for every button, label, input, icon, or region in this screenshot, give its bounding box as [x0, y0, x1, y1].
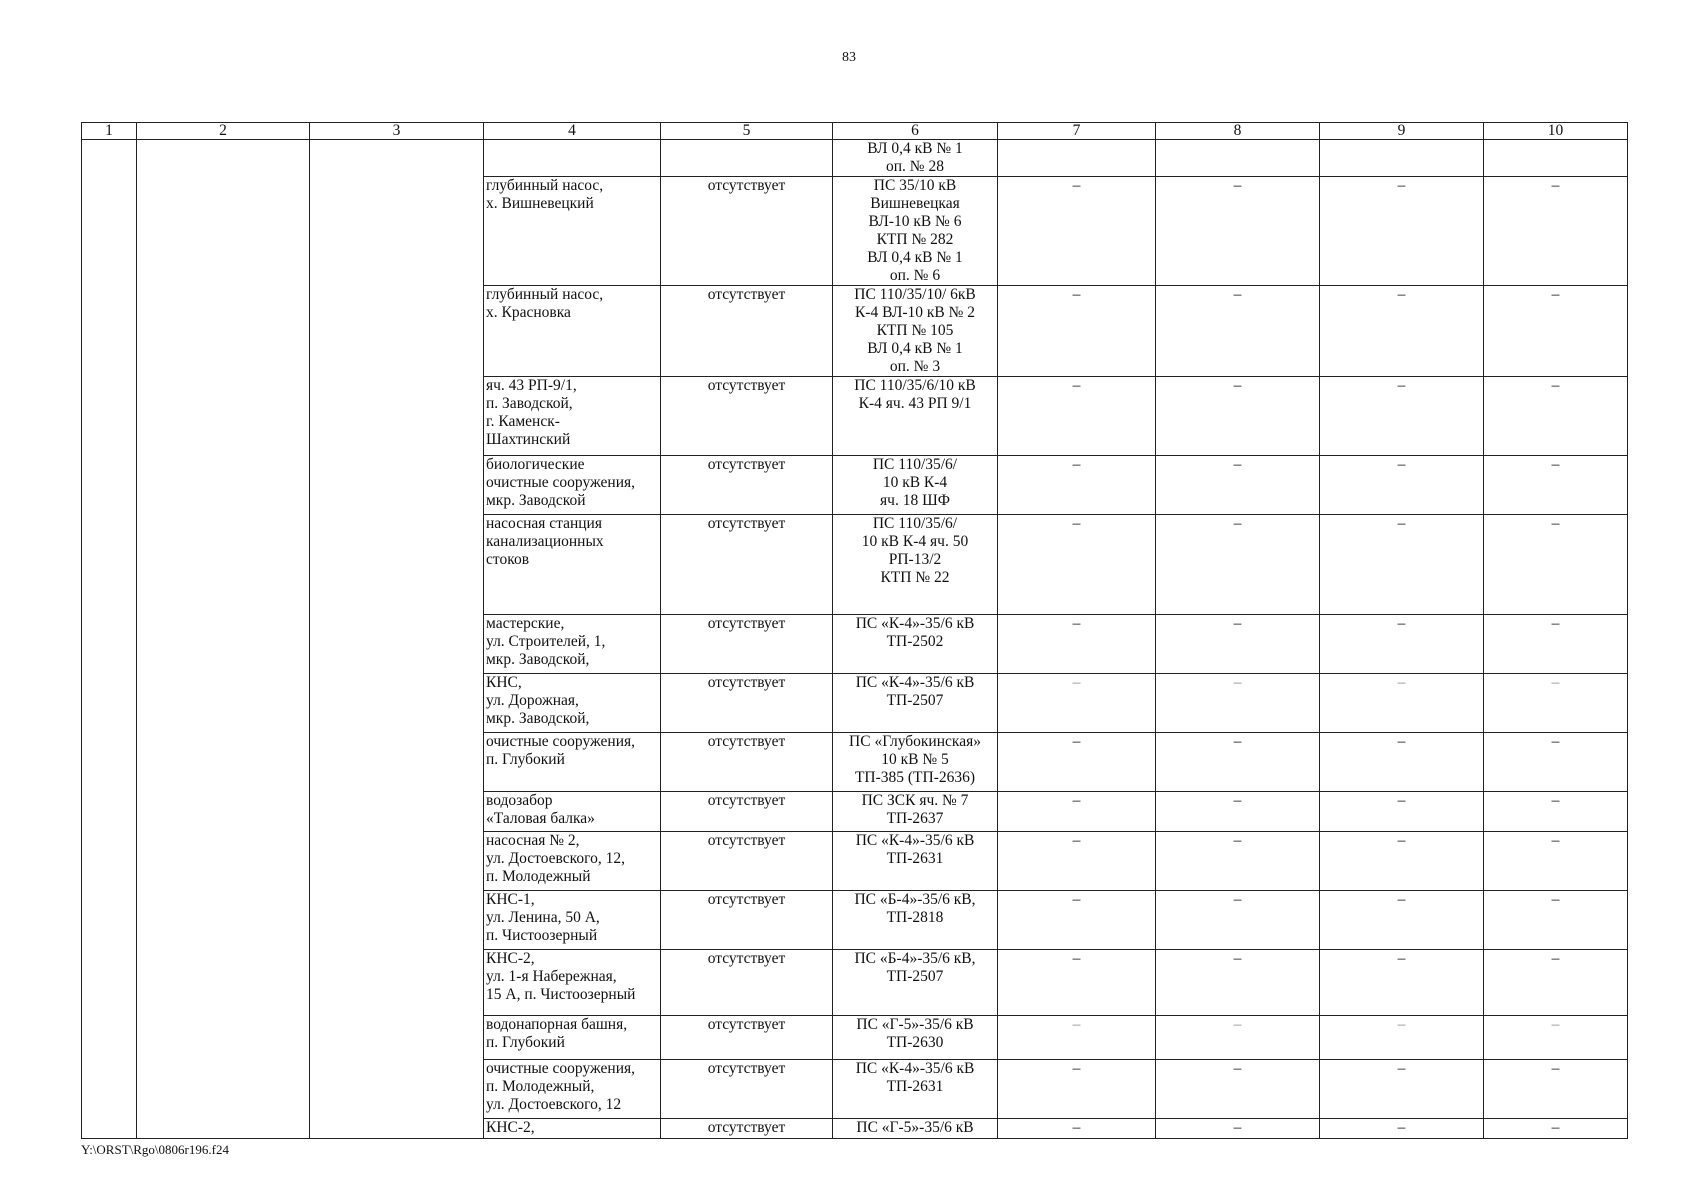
cell-text: биологические очистные сооружения, мкр. Заводской — [486, 456, 636, 509]
object-name-cell — [484, 177, 661, 286]
cell-text: отсутствует — [707, 286, 786, 303]
cell-text: ПС 110/35/6/10 кВ К-4 яч. 43 РП 9/1 — [854, 377, 976, 412]
power-source-cell — [833, 456, 998, 515]
cell-text: ПС «Б-4»-35/6 кВ, ТП-2507 — [854, 950, 976, 985]
cell-text: – — [1551, 792, 1560, 809]
cell-text: ПС 110/35/6/ 10 кВ К-4 яч. 18 ШФ — [872, 456, 958, 509]
dash-cell — [1484, 1119, 1628, 1139]
object-name-cell — [484, 286, 661, 377]
col-header-5: 5 — [661, 123, 833, 140]
dash-cell — [998, 792, 1156, 832]
status-cell — [661, 286, 833, 377]
cell-text: отсутствует — [707, 515, 786, 532]
status-cell — [661, 377, 833, 456]
cell-text: – — [1397, 456, 1406, 473]
merged-col-3-cell — [310, 140, 484, 1139]
cell-text: отсутствует — [707, 674, 786, 691]
cell-text: глубинный насос, х. Красновка — [486, 286, 604, 321]
dash-cell — [998, 891, 1156, 950]
cell-text: – — [1072, 792, 1081, 809]
cell-text: – — [1072, 674, 1081, 691]
object-name-cell — [484, 456, 661, 515]
cell-text: – — [1551, 832, 1560, 849]
cell-text: отсутствует — [707, 177, 786, 194]
cell-text: – — [1233, 832, 1242, 849]
dash-cell — [1320, 615, 1484, 674]
cell-text: – — [1551, 286, 1560, 303]
dash-cell — [998, 1119, 1156, 1139]
dash-cell — [998, 140, 1156, 177]
cell-text: – — [1072, 615, 1081, 632]
cell-text: насосная № 2, ул. Достоевского, 12, п. Молодежный — [486, 832, 625, 885]
cell-text: отсутствует — [707, 456, 786, 473]
object-name-cell — [484, 1016, 661, 1060]
cell-text: КНС-2, ул. 1-я Набережная, 15 А, п. Чистоозерный — [486, 950, 636, 1003]
file-path-footer: Y:\ORST\Rgo\0806r196.f24 — [81, 1142, 229, 1157]
power-source-cell — [833, 674, 998, 733]
cell-text: – — [1397, 286, 1406, 303]
merged-col-1-cell — [82, 140, 137, 1139]
cell-text: – — [1233, 674, 1242, 691]
cell-text: – — [1072, 733, 1081, 750]
dash-cell — [998, 733, 1156, 792]
cell-text: – — [1233, 377, 1242, 394]
cell-text: – — [1072, 177, 1081, 194]
power-source-cell — [833, 177, 998, 286]
cell-text: – — [1072, 1060, 1081, 1077]
cell-text: отсутствует — [707, 832, 786, 849]
object-name-cell — [484, 674, 661, 733]
cell-text: – — [1397, 1119, 1406, 1136]
cell-text: отсутствует — [707, 377, 786, 394]
cell-text: – — [1397, 515, 1406, 532]
cell-text: – — [1397, 733, 1406, 750]
cell-text: очистные сооружения, п. Молодежный, ул. Достоевского, 12 — [486, 1060, 636, 1113]
cell-text: – — [1551, 733, 1560, 750]
dash-cell — [1156, 891, 1320, 950]
cell-text: – — [1072, 1119, 1081, 1136]
cell-text: отсутствует — [707, 792, 786, 809]
status-cell — [661, 1016, 833, 1060]
object-name-cell — [484, 515, 661, 615]
dash-cell — [1484, 286, 1628, 377]
dash-cell — [1156, 1016, 1320, 1060]
cell-text: ПС 110/35/10/ 6кВ К-4 ВЛ-10 кВ № 2 КТП № 105 ВЛ 0,4 кВ № 1 оп. № 3 — [854, 286, 976, 375]
col-header-1: 1 — [82, 123, 137, 140]
cell-text: ПС «Б-4»-35/6 кВ, ТП-2818 — [854, 891, 976, 926]
object-name-cell — [484, 832, 661, 891]
cell-text: – — [1397, 674, 1406, 691]
cell-text: – — [1233, 515, 1242, 532]
cell-text: ПС ЗСК яч. № 7 ТП-2637 — [861, 792, 969, 827]
status-cell — [661, 140, 833, 177]
cell-text: – — [1233, 1060, 1242, 1077]
dash-cell — [1156, 1119, 1320, 1139]
dash-cell — [1320, 674, 1484, 733]
col-header-4: 4 — [484, 123, 661, 140]
dash-cell — [998, 456, 1156, 515]
dash-cell — [1484, 832, 1628, 891]
dash-cell — [1484, 140, 1628, 177]
power-source-cell — [833, 140, 998, 177]
cell-text: ПС «Г-5»-35/6 кВ — [856, 1119, 974, 1136]
power-source-cell — [833, 615, 998, 674]
status-cell — [661, 950, 833, 1016]
cell-text: ПС 35/10 кВ Вишневецкая ВЛ-10 кВ № 6 КТП № 282 ВЛ 0,4 кВ № 1 оп. № 6 — [867, 177, 963, 284]
dash-cell — [1156, 286, 1320, 377]
dash-cell — [1320, 1016, 1484, 1060]
cell-text: – — [1072, 515, 1081, 532]
dash-cell — [1484, 177, 1628, 286]
cell-text: – — [1397, 950, 1406, 967]
dash-cell — [1484, 456, 1628, 515]
dash-cell — [1156, 1060, 1320, 1119]
dash-cell — [1320, 377, 1484, 456]
dash-cell — [998, 615, 1156, 674]
status-cell — [661, 891, 833, 950]
status-cell — [661, 1060, 833, 1119]
status-cell — [661, 792, 833, 832]
object-name-cell — [484, 792, 661, 832]
dash-cell — [1156, 615, 1320, 674]
cell-text: отсутствует — [707, 1119, 786, 1136]
power-source-cell — [833, 1016, 998, 1060]
col-header-9: 9 — [1320, 123, 1484, 140]
cell-text: – — [1397, 1060, 1406, 1077]
power-source-cell — [833, 950, 998, 1016]
cell-text: – — [1397, 615, 1406, 632]
power-source-cell — [833, 286, 998, 377]
cell-text: – — [1233, 615, 1242, 632]
cell-text: – — [1072, 832, 1081, 849]
dash-cell — [1320, 950, 1484, 1016]
dash-cell — [1320, 733, 1484, 792]
cell-text: – — [1233, 733, 1242, 750]
cell-text: – — [1233, 950, 1242, 967]
cell-text: насосная станция канализационных стоков — [486, 515, 604, 568]
cell-text: водонапорная башня, п. Глубокий — [486, 1016, 628, 1051]
col-header-10: 10 — [1484, 123, 1628, 140]
cell-text: – — [1397, 1016, 1406, 1033]
cell-text: ВЛ 0,4 кВ № 1 оп. № 28 — [867, 140, 963, 175]
object-name-cell — [484, 615, 661, 674]
cell-text: отсутствует — [707, 1016, 786, 1033]
cell-text: – — [1397, 891, 1406, 908]
cell-text: отсутствует — [707, 615, 786, 632]
dash-cell — [1484, 1060, 1628, 1119]
cell-text: – — [1551, 1016, 1560, 1033]
dash-cell — [1320, 891, 1484, 950]
cell-text: ПС «Глубокинская» 10 кВ № 5 ТП-385 (ТП-2636) — [849, 733, 981, 786]
dash-cell — [1156, 674, 1320, 733]
dash-cell — [1320, 177, 1484, 286]
cell-text: КНС-2, — [486, 1119, 535, 1136]
dash-cell — [998, 1016, 1156, 1060]
dash-cell — [998, 674, 1156, 733]
object-name-cell — [484, 1060, 661, 1119]
object-name-cell — [484, 891, 661, 950]
cell-text: мастерские, ул. Строителей, 1, мкр. Заводской, — [486, 615, 606, 668]
cell-text: – — [1233, 177, 1242, 194]
page-number: 83 — [842, 50, 856, 65]
cell-text: – — [1233, 891, 1242, 908]
object-name-cell — [484, 140, 661, 177]
dash-cell — [1156, 456, 1320, 515]
cell-text: – — [1233, 792, 1242, 809]
cell-text: КНС-1, ул. Ленина, 50 А, п. Чистоозерный — [486, 891, 600, 944]
dash-cell — [1156, 140, 1320, 177]
dash-cell — [1320, 515, 1484, 615]
dash-cell — [998, 286, 1156, 377]
header-row — [82, 123, 1628, 140]
cell-text: – — [1551, 950, 1560, 967]
cell-text: отсутствует — [707, 1060, 786, 1077]
dash-cell — [998, 950, 1156, 1016]
cell-text: – — [1397, 177, 1406, 194]
dash-cell — [1484, 950, 1628, 1016]
cell-text: – — [1072, 286, 1081, 303]
dash-cell — [1156, 733, 1320, 792]
dash-cell — [1320, 832, 1484, 891]
cell-text: – — [1072, 950, 1081, 967]
table-row — [82, 140, 1628, 177]
status-cell — [661, 177, 833, 286]
dash-cell — [998, 832, 1156, 891]
cell-text: ПС «К-4»-35/6 кВ ТП-2507 — [855, 674, 975, 709]
cell-text: – — [1551, 1119, 1560, 1136]
cell-text: – — [1233, 286, 1242, 303]
power-source-cell — [833, 891, 998, 950]
cell-text: – — [1072, 1016, 1081, 1033]
cell-text: – — [1397, 832, 1406, 849]
status-cell — [661, 615, 833, 674]
power-source-cell — [833, 792, 998, 832]
cell-text: – — [1551, 891, 1560, 908]
merged-col-2-cell — [137, 140, 310, 1139]
status-cell — [661, 832, 833, 891]
power-source-cell — [833, 377, 998, 456]
dash-cell — [1156, 832, 1320, 891]
cell-text: КНС, ул. Дорожная, мкр. Заводской, — [486, 674, 590, 727]
cell-text: яч. 43 РП-9/1, п. Заводской, г. Каменск- Шахтинский — [486, 377, 577, 448]
cell-text: – — [1072, 377, 1081, 394]
cell-text: – — [1397, 377, 1406, 394]
dash-cell — [1320, 1060, 1484, 1119]
dash-cell — [1156, 515, 1320, 615]
cell-text: – — [1551, 377, 1560, 394]
cell-text: – — [1551, 177, 1560, 194]
cell-text: – — [1551, 674, 1560, 691]
cell-text: ПС 110/35/6/ 10 кВ К-4 яч. 50 РП-13/2 КТП № 22 — [861, 515, 969, 586]
col-header-6: 6 — [833, 123, 998, 140]
dash-cell — [998, 177, 1156, 286]
cell-text: ПС «К-4»-35/6 кВ ТП-2631 — [855, 832, 975, 867]
power-source-cell — [833, 515, 998, 615]
dash-cell — [1156, 950, 1320, 1016]
cell-text: отсутствует — [707, 733, 786, 750]
cell-text: – — [1072, 456, 1081, 473]
dash-cell — [1156, 177, 1320, 286]
status-cell — [661, 674, 833, 733]
col-header-7: 7 — [998, 123, 1156, 140]
dash-cell — [1320, 1119, 1484, 1139]
cell-text: ПС «К-4»-35/6 кВ ТП-2502 — [855, 615, 975, 650]
object-name-cell — [484, 1119, 661, 1139]
dash-cell — [1320, 286, 1484, 377]
power-source-cell — [833, 1119, 998, 1139]
cell-text: – — [1551, 456, 1560, 473]
dash-cell — [1484, 515, 1628, 615]
status-cell — [661, 1119, 833, 1139]
cell-text: – — [1551, 515, 1560, 532]
power-source-cell — [833, 733, 998, 792]
dash-cell — [1156, 377, 1320, 456]
object-name-cell — [484, 950, 661, 1016]
dash-cell — [998, 515, 1156, 615]
status-cell — [661, 515, 833, 615]
dash-cell — [1484, 674, 1628, 733]
dash-cell — [1484, 1016, 1628, 1060]
col-header-3: 3 — [310, 123, 484, 140]
dash-cell — [1484, 733, 1628, 792]
dash-cell — [1484, 792, 1628, 832]
dash-cell — [1484, 377, 1628, 456]
dash-cell — [998, 1060, 1156, 1119]
dash-cell — [1320, 792, 1484, 832]
cell-text: отсутствует — [707, 950, 786, 967]
cell-text: глубинный насос, х. Вишневецкий — [486, 177, 604, 212]
col-header-2: 2 — [137, 123, 310, 140]
dash-cell — [1320, 456, 1484, 515]
status-cell — [661, 456, 833, 515]
cell-text: – — [1233, 1016, 1242, 1033]
power-source-cell — [833, 1060, 998, 1119]
dash-cell — [1484, 615, 1628, 674]
cell-text: ПС «К-4»-35/6 кВ ТП-2631 — [855, 1060, 975, 1095]
cell-text: – — [1072, 891, 1081, 908]
cell-text: отсутствует — [707, 891, 786, 908]
cell-text: ПС «Г-5»-35/6 кВ ТП-2630 — [856, 1016, 974, 1051]
col-header-8: 8 — [1156, 123, 1320, 140]
dash-cell — [1320, 140, 1484, 177]
object-name-cell — [484, 733, 661, 792]
cell-text: очистные сооружения, п. Глубокий — [486, 733, 636, 768]
cell-text: – — [1233, 1119, 1242, 1136]
dash-cell — [1484, 891, 1628, 950]
dash-cell — [998, 377, 1156, 456]
dash-cell — [1156, 792, 1320, 832]
data-table — [81, 122, 1628, 1139]
cell-text: водозабор «Таловая балка» — [486, 792, 595, 827]
cell-text: – — [1551, 1060, 1560, 1077]
cell-text: – — [1397, 792, 1406, 809]
object-name-cell — [484, 377, 661, 456]
cell-text: – — [1551, 615, 1560, 632]
status-cell — [661, 733, 833, 792]
power-source-cell — [833, 832, 998, 891]
cell-text: – — [1233, 456, 1242, 473]
